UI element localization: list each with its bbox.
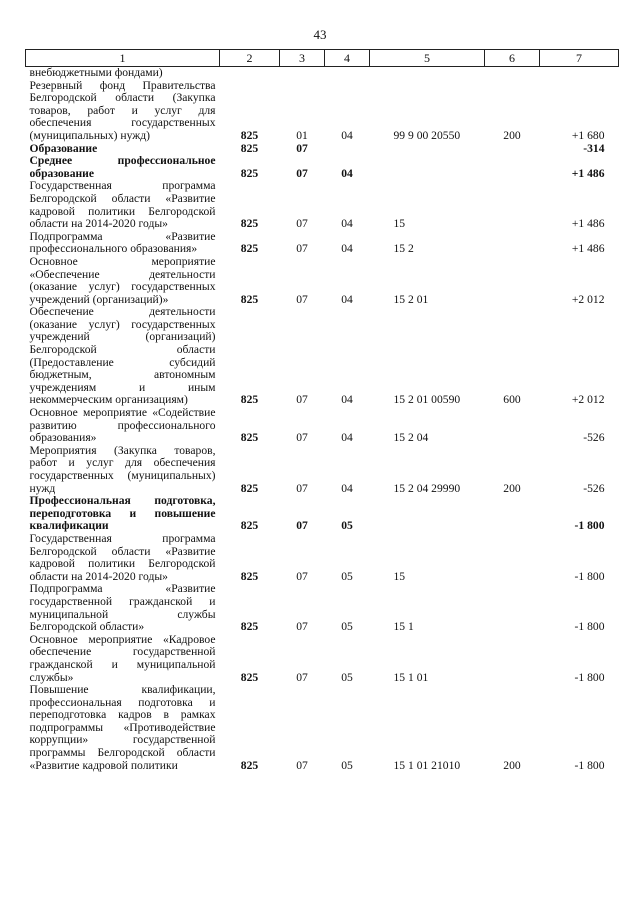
description-line: Государственная программа [29,179,216,193]
expense-type-code [485,634,540,684]
description-line: учреждениям и иным [29,380,216,394]
subsection-code: 04 [341,292,353,306]
section-code: 07 [296,519,308,533]
subsection-code: 05 [341,620,353,634]
amount-change: +1 486 [571,242,605,256]
table-row [26,67,619,80]
section-code: 07 [296,393,308,407]
subsection-code: 04 [341,217,353,231]
target-article-code: 15 2 04 [393,431,429,445]
target-article-code [370,495,485,533]
row-description [26,256,220,306]
description-line: Белгородской области (Закупка [29,91,216,105]
description-line: гражданской и муниципальной [29,657,216,671]
admin-code: 825 [240,620,259,634]
target-article-code: 15 2 04 29990 [393,481,461,495]
description-line: области на 2014-2020 годы» [29,217,168,231]
row-description [26,445,220,495]
subsection-code [325,67,370,80]
expense-type-code [485,583,540,633]
description-line: (оказание услуг) государственных [29,280,216,294]
section-code: 07 [296,242,308,256]
amount-change [540,67,619,80]
admin-code: 825 [240,670,259,684]
description-line: Белгородской области «Развитие [29,544,216,558]
expense-type-code: 600 [503,393,521,407]
target-article-code: 15 2 01 [393,292,429,306]
row-description [26,583,220,633]
row-description [26,306,220,407]
description-line: Основное мероприятие «Кадровое [29,632,216,646]
col-header-3: 3 [280,50,325,67]
description-line: Мероприятия (Закупка товаров, [29,443,216,457]
row-description [26,80,220,143]
description-line: Повышение квалификации, [29,683,216,697]
table-row [26,583,619,633]
subsection-code: 04 [341,393,353,407]
section-code: 07 [296,670,308,684]
table-header-row [26,50,619,67]
description-line: коррупции» государственной [29,733,216,747]
amount-change: -1 800 [574,758,605,772]
description-line: «Обеспечение деятельности [29,267,216,281]
section-code: 07 [296,569,308,583]
target-article-code: 15 [393,569,406,583]
row-description [26,231,220,256]
expense-type-code: 200 [503,128,521,142]
table-row [26,684,619,772]
target-article-code: 15 [393,217,406,231]
description-line: государственных (муниципальных) [29,469,216,482]
section-code: 07 [296,758,308,772]
amount-change: -526 [583,481,605,495]
admin-code: 825 [240,431,259,445]
target-article-code [370,143,485,156]
subsection-code: 05 [341,758,353,772]
table-row [26,634,619,684]
row-description [26,155,220,180]
expense-type-code [485,495,540,533]
target-article-code: 15 2 [393,242,414,256]
description-line: квалификации [29,519,109,533]
table-row [26,180,619,230]
target-article-code: 15 1 01 [393,670,429,684]
subsection-code: 05 [341,569,353,583]
admin-code: 825 [240,569,259,583]
description-line: Основное мероприятие «Содействие [29,406,216,420]
description-line: области на 2014-2020 годы» [29,569,168,583]
subsection-code: 04 [341,166,353,180]
admin-code: 825 [240,758,259,772]
target-article-code [370,67,485,80]
col-header-1: 1 [26,50,220,67]
col-header-2: 2 [220,50,280,67]
amount-change: -314 [583,141,605,155]
expense-type-code [485,67,540,80]
table-row [26,231,619,256]
amount-change: -526 [583,431,605,445]
col-header-7: 7 [540,50,619,67]
table-row [26,80,619,143]
description-line: программы Белгородской области [29,746,216,760]
page-number: 43 [313,27,327,42]
expense-type-code: 200 [503,758,521,772]
description-line: учреждений (организаций)» [29,292,169,306]
description-line: образование [29,166,95,180]
table-body [26,67,619,773]
description-line: профессиональная подготовка и [29,695,216,709]
target-article-code: 15 2 01 00590 [393,393,461,407]
row-description [26,684,220,772]
admin-code: 825 [240,292,259,306]
col-header-5: 5 [370,50,485,67]
description-line: Подпрограмма «Развитие [29,229,216,243]
description-line: Обеспечение деятельности [29,305,216,319]
table-row [26,445,619,495]
description-line: обеспечения государственных [29,116,216,130]
row-description [26,634,220,684]
subsection-code: 04 [341,242,353,256]
description-line: «Развитие кадровой политики [29,758,178,772]
table-row [26,495,619,533]
description-line: Образование [29,141,98,155]
description-line: профессионального образования» [29,242,198,256]
expense-type-code: 200 [503,481,521,495]
subsection-code: 05 [341,519,353,533]
section-code: 07 [296,141,308,155]
description-line: (муниципальных) нужд) [29,128,151,142]
subsection-code: 04 [341,481,353,495]
description-line: Белгородской области» [29,620,145,634]
description-line: (оказание услуг) государственных [29,317,216,331]
admin-code: 825 [240,242,259,256]
table-row [26,407,619,445]
description-line: переподготовка и повышение [29,506,216,520]
row-description [26,180,220,230]
amount-change: -1 800 [574,519,605,533]
amount-change: +1 680 [571,128,605,142]
description-line: Государственная программа [29,531,216,545]
col-header-4: 4 [325,50,370,67]
description-line: муниципальной службы [29,607,216,621]
row-description [26,533,220,583]
description-line: Подпрограмма «Развитие [29,582,216,596]
admin-code: 825 [240,393,259,407]
admin-code: 825 [240,128,259,142]
expense-type-code [485,155,540,180]
expense-type-code [485,180,540,230]
description-line: нужд [29,481,56,495]
admin-code [220,67,280,80]
admin-code: 825 [240,166,259,180]
amount-change: +1 486 [571,217,605,231]
description-line: переподготовка кадров в рамках [29,708,216,722]
description-line: Резервный фонд Правительства [29,78,216,92]
description-line: бюджетным, автономным [29,368,216,382]
description-line: Профессиональная подготовка, [29,494,216,508]
description-line: Белгородской области [29,343,216,357]
description-line: развитию профессионального [29,418,216,432]
admin-code: 825 [240,519,259,533]
subsection-code: 04 [341,128,353,142]
description-line: образования» [29,431,97,445]
expense-type-code [485,256,540,306]
description-line: кадровой политики Белгородской [29,557,216,571]
target-article-code: 99 9 00 20550 [393,128,461,142]
amount-change: -1 800 [574,569,605,583]
admin-code: 825 [240,141,259,155]
description-line: подпрограммы «Противодействие [29,720,216,734]
budget-table-wrapper [25,49,618,772]
section-code: 07 [296,166,308,180]
description-line: товаров, работ и услуг для [29,103,216,117]
subsection-code: 05 [341,670,353,684]
section-code: 07 [296,431,308,445]
section-code: 01 [296,128,308,142]
admin-code: 825 [240,481,259,495]
section-code: 07 [296,481,308,495]
section-code: 07 [296,620,308,634]
expense-type-code [485,407,540,445]
row-description [26,495,220,533]
subsection-code [325,143,370,156]
description-line: Основное мероприятие [29,254,216,268]
admin-code: 825 [240,217,259,231]
amount-change: -1 800 [574,620,605,634]
row-description [26,407,220,445]
expense-type-code [485,533,540,583]
description-line: учреждений (организаций) [29,330,216,344]
description-line: некоммерческим организациям) [29,393,188,407]
table-row [26,155,619,180]
description-line: службы» [29,670,74,684]
section-code: 07 [296,292,308,306]
amount-change: +1 486 [571,166,605,180]
description-line: кадровой политики Белгородской [29,204,216,218]
description-line: (Предоставление субсидий [29,355,216,369]
target-article-code: 15 1 01 21010 [393,758,461,772]
section-code: 07 [296,217,308,231]
description-line: Среднее профессиональное [29,154,216,168]
section-code [280,67,325,80]
description-line: внебюджетными фондами) [29,66,163,79]
col-header-6: 6 [485,50,540,67]
table-row [26,306,619,407]
expense-type-code [485,231,540,256]
amount-change: +2 012 [571,393,605,407]
description-line: работ и услуг для обеспечения [29,456,216,470]
amount-change: -1 800 [574,670,605,684]
expense-type-code [485,143,540,156]
description-line: Белгородской области «Развитие [29,191,216,205]
subsection-code: 04 [341,431,353,445]
target-article-code: 15 1 [393,620,414,634]
table-row [26,256,619,306]
budget-table [25,49,619,772]
table-row [26,533,619,583]
row-description [26,67,220,80]
description-line: государственной гражданской и [29,594,216,608]
target-article-code [370,155,485,180]
description-line: обеспечение государственной [29,645,216,659]
amount-change: +2 012 [571,292,605,306]
